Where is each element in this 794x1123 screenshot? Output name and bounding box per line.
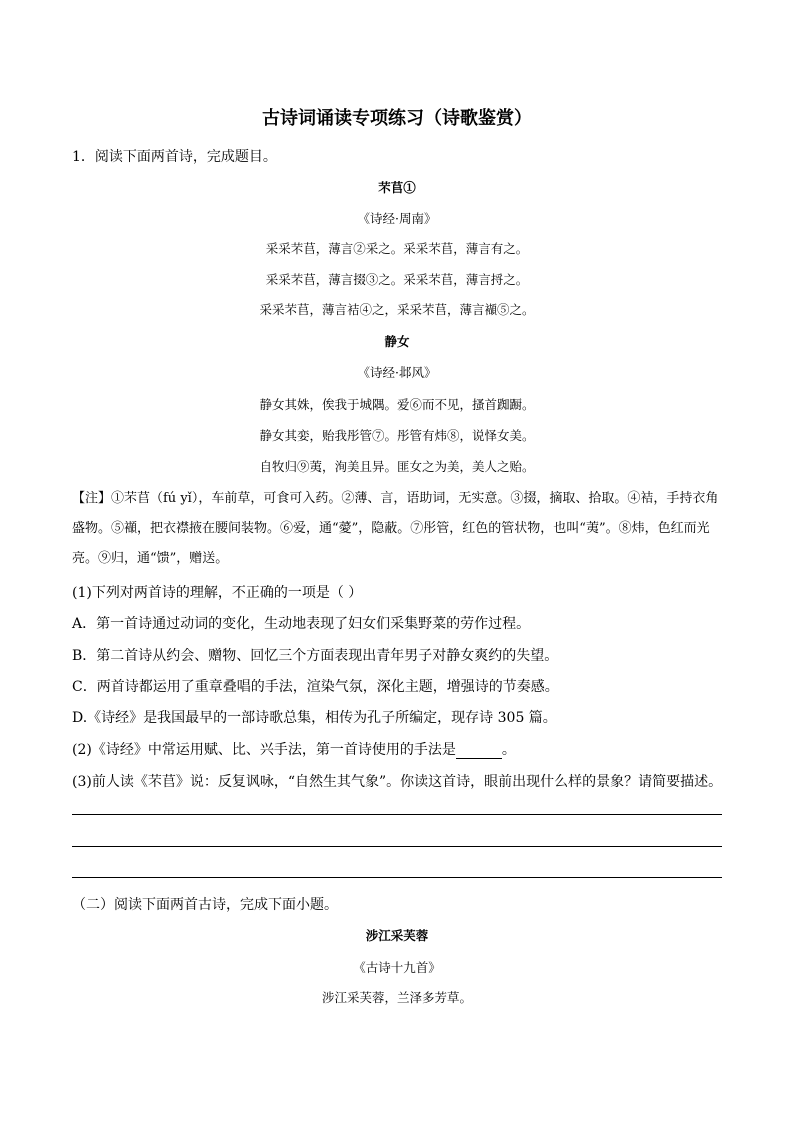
- poem2-line: 静女其娈，贻我彤管⑦。彤管有炜⑧，说怿女美。: [259, 428, 535, 443]
- poem1-line: 采采芣苢，薄言袺④之，采采芣苢，薄言襭⑤之。: [259, 302, 535, 317]
- poem2-line: 自牧归⑨荑，洵美且异。匪女之为美，美人之贻。: [259, 459, 535, 474]
- poem2-line: 静女其姝，俟我于城隅。爱⑥而不见，搔首踟蹰。: [259, 397, 535, 412]
- poem1-line: 采采芣苢，薄言掇③之。采采芣苢，薄言捋之。: [265, 272, 529, 287]
- poem3-title: 涉江采芙蓉: [365, 928, 429, 943]
- answer-line[interactable]: [72, 846, 722, 847]
- poem1-line: 采采芣苢，薄言②采之。采采芣苢，薄言有之。: [265, 241, 529, 256]
- sub-question-2-stem: (2)《诗经》中常运用赋、比、兴手法，第一首诗使用的手法是: [72, 742, 456, 758]
- poem3-line: 涉江采芙蓉，兰泽多芳草。: [321, 990, 472, 1005]
- answer-line[interactable]: [72, 814, 722, 815]
- question-2-prompt: （二）阅读下面两首古诗，完成下面小题。: [72, 897, 338, 913]
- sub-question-3-stem: (3)前人读《芣苢》说：反复讽咏，“自然生其气象”。你读这首诗，眼前出现什么样的景象？请简要描述。: [72, 774, 723, 790]
- option-a[interactable]: A．第一首诗通过动词的变化，生动地表现了妇女们采集野菜的劳作过程。: [72, 616, 531, 632]
- sub-question-1-stem: (1)下列对两首诗的理解，不正确的一项是（ ）: [72, 585, 363, 601]
- poem2-source: 《诗经·邶风》: [357, 365, 437, 380]
- answer-line[interactable]: [72, 877, 722, 878]
- poem2-title: 静女: [384, 334, 410, 349]
- answer-blank[interactable]: [456, 744, 502, 759]
- page-title: 古诗词诵读专项练习（诗歌鉴赏）: [262, 108, 532, 129]
- poem1-title: 芣苢①: [378, 180, 416, 195]
- sub-question-2-suffix: 。: [501, 742, 516, 758]
- option-c[interactable]: C．两首诗都运用了重章叠唱的手法，渲染气氛，深化主题，增强诗的节奏感。: [72, 679, 559, 695]
- poem-notes: 【注】①芣苢（fú yǐ），车前草，可食可入药。②薄、言，语助词，无实意。③掇，摘取、拾取。④袺，手持衣角盛物。⑤襭，把衣襟掖在腰间装物。⑥爱，通“薆”，隐蔽。⑦彤管，红色的管状物，也叫“荑”。⑧炜，色红而光亮。⑨归，通“馈”，赠送。: [72, 491, 719, 566]
- option-b[interactable]: B．第二首诗从约会、赠物、回忆三个方面表现出青年男子对静女爽约的失望。: [72, 648, 559, 664]
- sub-question-2: [72, 739, 516, 759]
- poem1-source: 《诗经·周南》: [357, 211, 437, 226]
- question-1-prompt: 1．阅读下面两首诗，完成题目。: [72, 149, 277, 165]
- poem3-source: 《古诗十九首》: [353, 960, 441, 975]
- option-d[interactable]: D.《诗经》是我国最早的一部诗歌总集，相传为孔子所编定，现存诗 305 篇。: [72, 710, 557, 726]
